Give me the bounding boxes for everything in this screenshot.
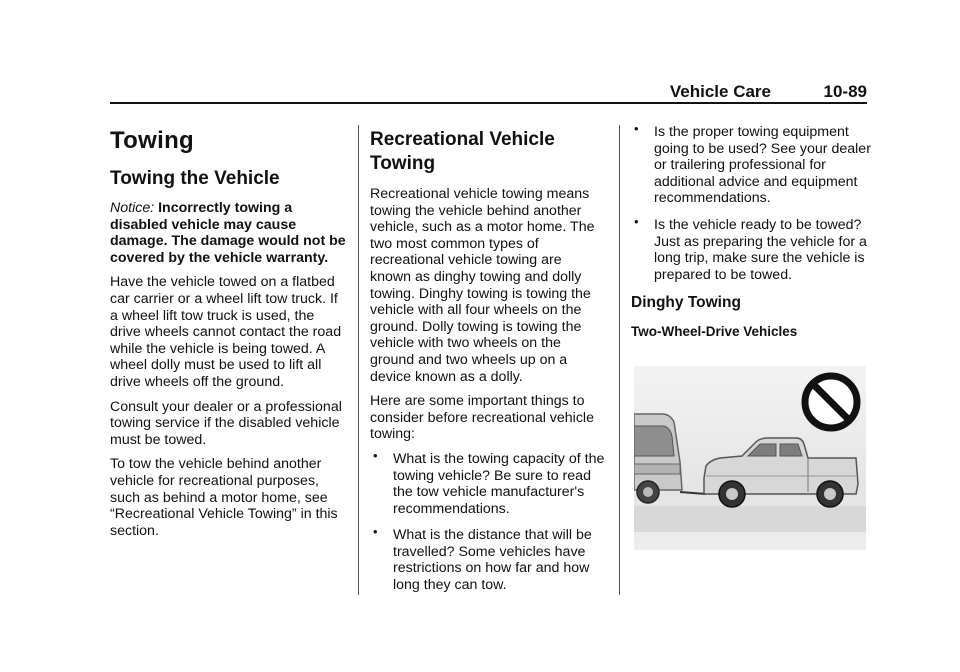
list-item-text: Is the vehicle ready to be towed? Just as preparing the vehicle for a long trip, make sure the vehicle is prepared to be towed. — [654, 216, 867, 283]
subheading: Dinghy Towing — [631, 294, 741, 312]
section-title: Towing — [110, 127, 194, 154]
sub-subheading: Two-Wheel-Drive Vehicles — [631, 324, 798, 340]
header-rule — [110, 102, 867, 104]
header-page-number: 10-89 — [823, 82, 867, 101]
bullet-icon: • — [634, 121, 639, 136]
column-divider — [619, 125, 620, 595]
bullet-icon: • — [373, 524, 378, 540]
bullet-icon: • — [634, 213, 639, 229]
prohibited-icon — [805, 376, 857, 428]
column-2 — [370, 120, 606, 604]
header-section-title: Vehicle Care — [669, 82, 771, 101]
list-item-text: What is the distance that will be travelled? Some vehicles have restrictions on how far and how long they can tow. — [393, 527, 592, 594]
column-divider — [358, 125, 359, 595]
paragraph: Have the vehicle towed on a flatbed car carrier or a wheel lift tow truck. If a wheel lift tow truck is used, the drive wheels cannot contact the road while the vehicle is being towed. A wheel dolly must be used to lift all drive wheels off the ground. — [110, 274, 342, 390]
paragraph: To tow the vehicle behind another vehicle for recreational purposes, such as behind a motor home, see “Recreational Vehicle Towing” in this section. — [110, 456, 338, 539]
list-item — [631, 121, 871, 207]
list-item — [370, 524, 606, 594]
subsection-title: Recreational Vehicle Towing — [370, 129, 555, 174]
bullet-list — [370, 447, 606, 594]
list-item-text: What is the towing capacity of the towing vehicle? Be sure to read the tow vehicle manufacturer's recommendations. — [393, 450, 605, 517]
paragraph: Here are some important things to consider before recreational vehicle towing: — [370, 393, 594, 443]
notice-label: Notice: — [110, 200, 155, 216]
running-header — [110, 80, 867, 102]
bullet-icon: • — [373, 447, 378, 463]
subsection-title: Towing the Vehicle — [110, 168, 280, 189]
bullet-list — [631, 121, 871, 283]
list-item — [370, 447, 606, 517]
notice-text: Incorrectly towing a disabled vehicle may cause damage. The damage would not be covered by the vehicle warranty. — [110, 200, 346, 266]
notice — [110, 200, 346, 266]
paragraph: Consult your dealer or a professional towing service if the disabled vehicle must be towed. — [110, 398, 342, 448]
towing-illustration — [634, 366, 866, 550]
paragraph: Recreational vehicle towing means towing the vehicle behind another vehicle, such as a motor home. The two most common types of recreational vehicle towing are known as dinghy towing and dolly towing. Dinghy towing is towing the vehicle with all four wheels on the ground. Dolly towing is towing the vehicle with two wheels on the ground and two wheels up on a device known as a dolly. — [370, 186, 595, 385]
column-3 — [631, 120, 871, 350]
column-1 — [110, 120, 346, 547]
list-item-text: Is the proper towing equipment going to be used? See your dealer or trailering professional for additional advice and equipment recommendations. — [654, 124, 871, 207]
motor-home — [634, 414, 682, 503]
list-item — [631, 213, 871, 283]
road — [634, 506, 866, 532]
